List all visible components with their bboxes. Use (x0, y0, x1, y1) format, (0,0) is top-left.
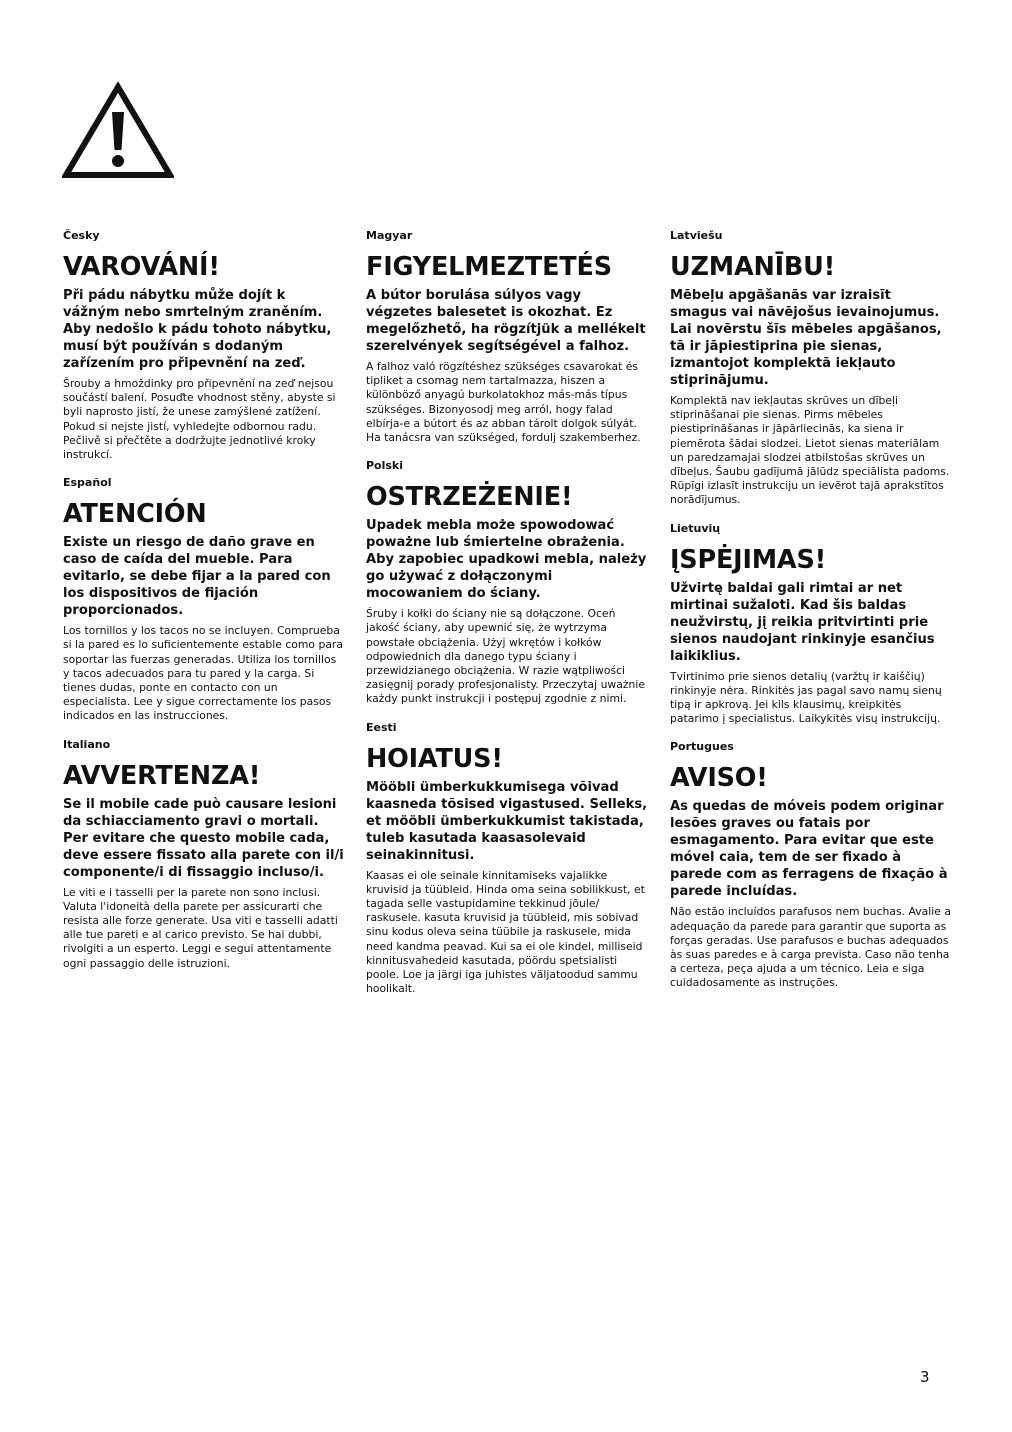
warning-lead: Existe un riesgo de daño grave en caso de caída del mueble. Para evitarlo, se debe fijar a la pared con los dispositivos de fijación proporcionados. (63, 535, 331, 619)
warning-title: UZMANĪBU! (670, 252, 836, 282)
language-label: Eesti (366, 720, 397, 734)
warning-title: AVVERTENZA! (63, 760, 261, 791)
column-1 (63, 229, 345, 985)
section-estonian (366, 721, 648, 997)
warning-body: Los tornillos y los tacos no se incluyen. Comprueba si la pared es lo suficientemente estable como para soportar las fuerzas generadas. Utiliza los tornillos y tacos adecuados para tu pared y la carga. Si tienes dudas, ponte en contacto con un especialista. Lee y sigue correctamente los pasos indicados en las instrucciones. (63, 624, 343, 723)
warning-body: Tvirtinimo prie sienos detalių (varžtų ir kaiščių) rinkinyje nėra. Rinkitės jas pagal savo namų sienų tipą ir apkrovą. Jei kils klausimų, kreipkitės patarimo į specialistus. Laikykitės visų instrukcijų. (670, 669, 942, 726)
language-label: Česky (63, 229, 100, 242)
warning-lead: Upadek mebla może spowodować poważne lub śmiertelne obrażenia. Aby zapobiec upadkowi mebla, należy go używać z dołączonymi mocowaniem do ściany. (366, 518, 647, 602)
warning-lead: Při pádu nábytku může dojít k vážným nebo smrtelným zraněním. Aby nedošlo k pádu tohoto nábytku, musí být používán s dodaným zařízením pro připevnění na zeď. (63, 288, 332, 371)
section-lithuanian (670, 522, 952, 727)
language-label: Lietuvių (670, 521, 721, 535)
language-label: Español (63, 476, 112, 490)
warning-lead: Užvirtę baldai gali rimtai ar net mirtinai sužaloti. Kad šis baldas neužvirstų, jį reikia pritvirtinti prie sienos naudojant rinkinyje esančius laikiklius. (670, 580, 935, 664)
language-label: Magyar (366, 229, 413, 242)
warning-lead: Se il mobile cade può causare lesioni da schiacciamento gravi o mortali. Per evitare che questo mobile cada, deve essere fissato alla parete con il/i componente/i di fissaggio incluso/i. (63, 796, 344, 880)
language-label: Portugues (670, 740, 734, 754)
language-label: Latviešu (670, 229, 723, 242)
warning-title: ĮSPĖJIMAS! (670, 544, 827, 575)
section-italian (63, 738, 345, 971)
warning-lead: As quedas de móveis podem originar lesões graves ou fatais por esmagamento. Para evitar que este móvel caia, tem de ser fixado à parede com as ferragens de fixação à parede incluídas. (670, 799, 948, 900)
warning-body: Kaasas ei ole seinale kinnitamiseks vajalikke kruvisid ja tüübleid. Hinda oma seina sobilikkust, et tagada selle vastupidamine tekkinud jõule/ raskusele. kasuta kruvisid ja tüübleid, mis sobivad sinu kodus oleva seina tüübile ja raskusele, mida need kandma peavad. Kui sa ei ole kindel, milliseid kinnitusvahedeid kasutada, pöördu spetsialisti poole. Loe ja järgi iga juhistes väljatoodud sammu hoolikalt. (366, 868, 645, 996)
column-2 (366, 229, 648, 1010)
warning-title: AVISO! (670, 763, 768, 794)
section-hungarian (366, 229, 648, 445)
section-portuguese (670, 740, 952, 990)
warning-title: FIGYELMEZTETÉS (366, 252, 612, 282)
column-3 (670, 229, 952, 1005)
warning-title: HOIATUS! (366, 743, 503, 774)
warning-body: Šrouby a hmoždinky pro připevnění na zeď nejsou součástí balení. Posuďte vhodnost stěny, abyste si byli naprosto jistí, že unese zamýšlené zatížení. Pokud si nejste jistí, vyhledejte odbornou radu. Pečlivě si přečtěte a dodržujte jednotlivé kroky instrukcí. (63, 377, 336, 462)
warning-body: Le viti e i tasselli per la parete non sono inclusi. Valuta l'idoneità della parete per assicurarti che resista alle forze generate. Usa viti e tasselli adatti alle tue pareti e al carico previsto. Se hai dubbi, rivolgiti a un esperto. Leggi e segui attentamente ogni passaggio delle istruzioni. (63, 885, 338, 970)
section-czech (63, 229, 345, 462)
warning-triangle-icon (62, 82, 174, 180)
warning-body: Śruby i kołki do ściany nie są dołączone. Oceń jakość ściany, aby upewnić się, że wytrzyma powstałe obciążenia. Użyj wkrętów i kołków odpowiednich dla danego typu ściany i przewidzianego obciążenia. W razie wątpliwości zasięgnij porady profesjonalisty. Przeczytaj uważnie każdy punkt instrukcji i postępuj zgodnie z nimi. (366, 607, 646, 706)
language-label: Italiano (63, 737, 111, 751)
page-number: 3 (920, 1368, 930, 1386)
warning-body: Não estão incluídos parafusos nem buchas. Avalie a adequação da parede para garantir que suporta as forças geradas. Use parafusos e buchas adequados às suas paredes e à carga prevista. Caso não tenha a certeza, peça ajuda a um técnico. Leia e siga cuidadosamente as instruções. (670, 905, 951, 990)
warning-lead: A bútor borulása súlyos vagy végzetes balesetet is okozhat. Ez megelőzhető, ha rögzítjük a mellékelt szerelvények segítségével a falhoz. (366, 288, 646, 354)
warning-body: Komplektā nav iekļautas skrūves un dībeļi stiprināšanai pie sienas. Pirms mēbeles piestiprināšanas ir jāpārliecinās, ka siena ir piemērota šādai slodzei. Lietot sienas materiālam un paredzamajai slodzei atbilstošas skrūves un dībeļus. Šaubu gadījumā jālūdz speciālista padoms. Rūpīgi izlasīt instrukciju un ievērot tajā aprakstītos norādījumus. (670, 394, 950, 507)
section-latvian (670, 229, 952, 508)
section-polish (366, 459, 648, 706)
warning-title: ATENCIÓN (63, 499, 207, 530)
section-spanish (63, 476, 345, 723)
language-label: Polski (366, 459, 404, 473)
warning-lead: Mēbeļu apgāšanās var izraisīt smagus vai nāvējošus ievainojumus. Lai novērstu šīs mēbeles apgāšanos, tā ir jāpiestiprina pie sienas, izmantojot komplektā iekļauto stiprinājumu. (670, 288, 942, 388)
warning-body: A falhoz való rögzítéshez szükséges csavarokat és tipliket a csomag nem tartalmazza, hiszen a különböző anyagú burkolatokhoz más-más típus szükséges. Bizonyosodj meg arról, hogy falad elbírja-e a bútort és az abban tárolt dolgok súlyát. Ha tanácsra van szükséged, fordulj szakemberhez. (366, 360, 641, 445)
warning-title: OSTRZEŻENIE! (366, 482, 573, 513)
warning-title: VAROVÁNÍ! (63, 252, 220, 282)
warning-lead: Mööbli ümberkukkumisega võivad kaasneda tõsised vigastused. Selleks, et mööbli ümberkukkumist takistada, tuleb kasutada kaasasolevaid seinakinnitusi. (366, 779, 648, 863)
